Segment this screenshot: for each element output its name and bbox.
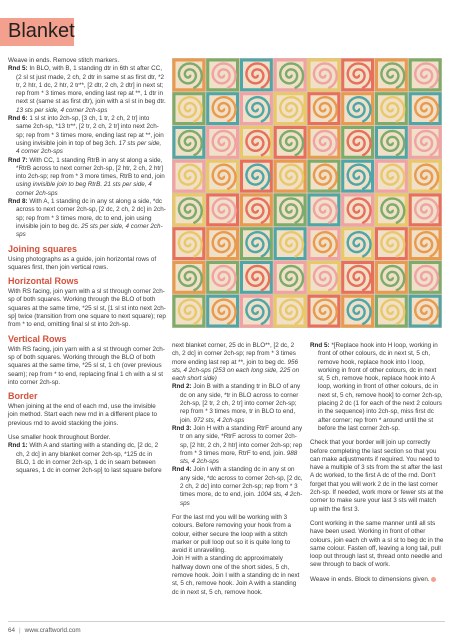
swirl-square: [206, 126, 239, 159]
blanket-swirl-squares: [172, 58, 442, 328]
swirl-square: [240, 295, 273, 328]
swirl-square: [240, 59, 273, 92]
footer-rule: [8, 621, 445, 622]
border-hook-note: Use smaller hook throughout Border.: [8, 433, 111, 441]
end-mark-icon: [431, 577, 436, 582]
border-rnd1-continued: next blanket corner, 25 dc in BLO**, [2 dc, 2 ch, 2 dc] in corner 2ch-sp; rep from * 3 times more ending last rep at **, join to beg dc. 956 sts, 4 2ch-sps (253 on each long side, 225 on each short side): [172, 342, 300, 383]
swirl-square: [308, 227, 341, 260]
swirl-square: [308, 295, 341, 328]
swirl-square: [308, 59, 341, 92]
swirl-square: [274, 261, 307, 294]
border-rnd5-instruction: Rnd 5: *[Replace hook into H loop, working in front of other colours, dc in next st, 5 ch, remove hook, replace hook into I loop, working in front of other colours, dc in next st, 5 ch, remove hook, replace hook into A loop, working in front of other colours, dc in next st, 5 ch, remove hook] to corner 2ch-sp, placing 2 dc (1 for each of the next 2 colours in the sequence) into 2ch-sp, miss first dc after corner; rep from * around until the st before the last corner 2ch-sp.: [310, 342, 443, 432]
intro-text: Weave in ends. Remove stitch markers.: [8, 57, 120, 64]
border-rnd3-instruction: Rnd 3: Join H with a standing RtrF around any tr on any side, *RtrF across to corner 2ch-sp, [2 htr, 2 ch, 2 htr] into corner 2ch-sp; rep from * 3 times more, RtrF to end, join. 988 sts, 4 2ch-sps: [172, 424, 303, 466]
swirl-square: [341, 227, 374, 260]
website: www.craftworld.com: [24, 627, 81, 634]
swirl-square: [206, 194, 239, 227]
vertical-heading: Vertical Rows: [8, 333, 67, 344]
swirl-square: [206, 227, 239, 260]
swirl-square: [308, 261, 341, 294]
swirl-square: [274, 92, 307, 125]
swirl-square: [341, 59, 374, 92]
footer: [8, 627, 81, 634]
swirl-square: [308, 126, 341, 159]
swirl-square: [375, 227, 408, 260]
swirl-square: [206, 160, 239, 193]
colour-note: For the last rnd you will be working with 3 colours. Before removing your hook from a colour, either secure the loop with a stitch marker or pull loop out so it is quite long to avoid it unravelling.: [172, 513, 291, 555]
joining-heading: Joining squares: [8, 243, 78, 254]
swirl-square: [375, 194, 408, 227]
swirl-square: [308, 160, 341, 193]
swirl-square: [240, 126, 273, 159]
swirl-square: [173, 92, 206, 125]
swirl-square: [206, 261, 239, 294]
swirl-square: [274, 126, 307, 159]
swirl-square: [240, 92, 273, 125]
swirl-square: [173, 160, 206, 193]
swirl-square: [240, 227, 273, 260]
rnd8-instruction: Rnd 8: With A, 1 standing dc in any st along a side, *dc across to next corner 2ch-sp, [2 dc, 2 ch, 2 dc] in 2ch-sp; rep from * 3 times more, dc to end, join using invisible join to beg dc. 25 sts per side, 4 corner 2ch-sps: [8, 198, 166, 239]
border-rnd1-instruction: Rnd 1: With A and starting with a standing dc, [2 dc, 2 ch, 2 dc] in any blanket corner 2ch-sp, *125 dc in BLO, 1 dc in corner 2ch-sp, 1 dc in seam between squares, 1 dc in corner 2ch-sp] to last square before: [8, 442, 162, 475]
left-column: [8, 57, 166, 475]
swirl-square: [274, 160, 307, 193]
swirl-square: [240, 261, 273, 294]
swirl-square: [341, 92, 374, 125]
swirl-square: [206, 59, 239, 92]
swirl-square: [206, 295, 239, 328]
swirl-square: [409, 295, 442, 328]
check-border-note: Check that your border will join up correctly before completing the last section so that you can make adjustments if required. You need to have a multiple of 3 sts from the st after the last A dc worked, to the first A dc of the rnd. Don't forget that you will work 2 dc in the last corner 2ch-sp. If needed, work more or fewer sts at the corner to make sure your last 3 sts will match up with the first 3.: [310, 439, 444, 513]
swirl-square: [375, 59, 408, 92]
vertical-text: With RS facing, join yarn with a sl st through corner 2ch-sp of both squares. Working through the BLO of both squares at the same time, *25 sl st, 1 ch (over previous seam); rep from * to end, replacing final 1 ch with a sl st into corner 2ch-sp.: [8, 345, 165, 386]
rnd6-instruction: Rnd 6: 1 sl st into 2ch-sp, [3 ch, 1 tr, 2 ch, 2 tr] into same 2ch-sp, *13 tr**, [2 tr, 2 ch, 2 tr] into next 2ch-sp; rep from * 3 times more, ending last rep at **, join using invisible join in top of beg 3ch. 17 sts per side, 4 corner 2ch-sps: [8, 115, 164, 156]
middle-column: [172, 342, 304, 597]
title-banner: [0, 18, 74, 46]
swirl-square: [240, 160, 273, 193]
swirl-square: [274, 295, 307, 328]
swirl-square: [308, 92, 341, 125]
swirl-square: [341, 295, 374, 328]
swirl-square: [375, 261, 408, 294]
swirl-square: [341, 126, 374, 159]
join-colours-note: Join H with a standing dc approximately halfway down one of the short sides, 5 ch, remove hook. Join I with a standing dc in next st, 5 ch, remove hook. Join A with a standing dc in next st, 5 ch, remove hook.: [172, 555, 300, 596]
swirl-square: [409, 227, 442, 260]
border-text: When joining at the end of each rnd, use the invisible join method. Start each new rnd in a different place to previous rnd to avoid stacking the joins.: [8, 403, 158, 427]
horizontal-heading: Horizontal Rows: [8, 276, 79, 287]
swirl-square: [341, 261, 374, 294]
swirl-square: [409, 194, 442, 227]
blanket-photo: [172, 58, 442, 328]
swirl-square: [206, 92, 239, 125]
swirl-square: [375, 160, 408, 193]
swirl-square: [240, 194, 273, 227]
continue-note: Cont working in the same manner until all sts have been used. Working in front of other colours, join each ch with a sl st to beg dc in the same colour. Fasten off, leaving a long tail, pull loop out through last st, thread onto needle and sew through to back of work.: [310, 519, 444, 569]
swirl-square: [173, 227, 206, 260]
swirl-square: [341, 194, 374, 227]
rnd5-instruction: Rnd 5: In BLO, with B, 1 standing dtr in 6th st after CC, (2 sl st just made, 2 ch, 2 dtr in same st as first dtr, *2 tr, 2 htr, 1 dc, 2 htr, 2 tr**, [2 dtr, 2 ch, 2 dtr] in next st; rep from * 3 times more, ending last rep at **, 1 dtr in next st (same st as first dtr), join with a sl st in beg dtr. 13 sts per side, 4 corner 2ch-sps: [8, 65, 166, 114]
swirl-square: [375, 92, 408, 125]
swirl-square: [409, 59, 442, 92]
swirl-square: [173, 194, 206, 227]
swirl-square: [409, 261, 442, 294]
swirl-square: [274, 194, 307, 227]
swirl-square: [274, 227, 307, 260]
swirl-square: [308, 194, 341, 227]
footer-separator: |: [19, 627, 21, 634]
border-heading: Border: [8, 391, 38, 402]
page-title: Blanket: [8, 20, 75, 42]
swirl-square: [274, 59, 307, 92]
joining-text: Using photographs as a guide, join horizontal rows of squares first, then join vertical rows.: [8, 255, 157, 271]
swirl-square: [409, 160, 442, 193]
rnd7-instruction: Rnd 7: With CC, 1 standing RtrB in any st along a side, *RtrB across to next corner 2ch-sp, [2 htr, 2 ch, 2 htr] into 2ch-sp; rep from * 3 more times, RtrB to end, join using invisible join to beg RtrB. 21 sts per side, 4 corner 2ch-sps: [8, 156, 165, 197]
swirl-square: [173, 59, 206, 92]
swirl-square: [173, 295, 206, 328]
border-rnd2-instruction: Rnd 2: Join B with a standing tr in BLO of any dc on any side, *tr in BLO across to corner 2ch-sp, [2 tr, 2 ch, 2 tr] into corner 2ch-sp; rep from * 3 times more, tr in BLO to end, join. 972 sts, 4 2ch-sps: [172, 383, 301, 424]
swirl-square: [173, 261, 206, 294]
swirl-square: [173, 126, 206, 159]
swirl-square: [375, 295, 408, 328]
page-number: 64: [8, 627, 16, 634]
swirl-square: [341, 160, 374, 193]
right-column: [310, 342, 444, 584]
horizontal-text: With RS facing, join yarn with a sl st through corner 2ch-sp of both squares. Working through the BLO of both squares at the same time, *25 sl st, [1 sl st into next 2ch-sp] twice (transition from one square to next square); rep from * to end, omitting final sl st into 2ch-sp.: [8, 288, 166, 329]
finish-note: Weave in ends. Block to dimensions given.: [310, 576, 444, 584]
border-rnd4-instruction: Rnd 4: Join I with a standing dc in any st on any side, *dc across to corner 2ch-sp, [2 dc, 2 ch, 2 dc] into corner 2ch-sp; rep from * 3 times more, dc to end, join. 1004 sts, 4 2ch-sps: [172, 466, 303, 507]
swirl-square: [375, 126, 408, 159]
swirl-square: [409, 92, 442, 125]
swirl-square: [409, 126, 442, 159]
